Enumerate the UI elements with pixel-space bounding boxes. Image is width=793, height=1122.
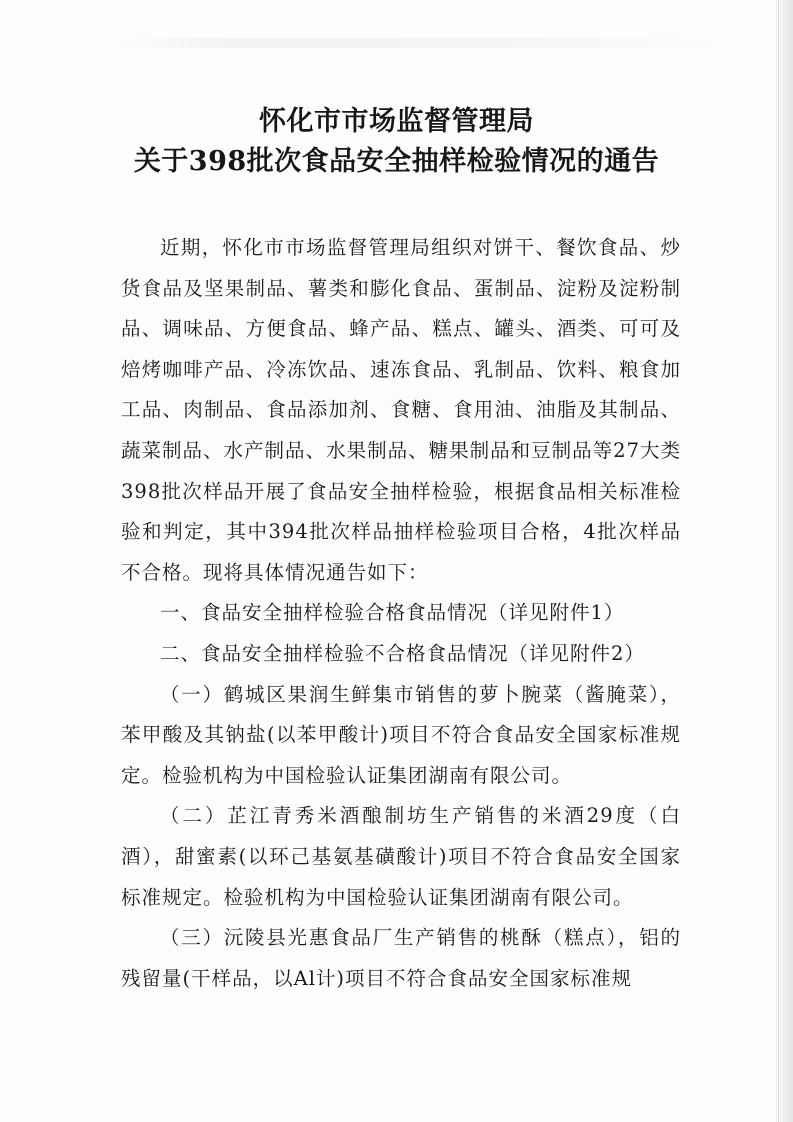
notice-body [121,228,681,999]
section-unqualified: 二、食品安全抽样检验不合格食品情况（详见附件2） [160,641,645,665]
scan-smudge [120,38,720,48]
title-line-agency: 怀化市市场监督管理局 [259,106,534,137]
intro-paragraph: 近期，怀化市市场监督管理局组织对饼干、餐饮食品、炒货食品及坚果制品、薯类和膨化食品、蛋制品、淀粉及淀粉制品、调味品、方便食品、蜂产品、糕点、罐头、酒类、可可及焙烤咖啡产品、冷冻饮品、速冻食品、乳制品、饮料、粮食加工品、肉制品、食品添加剂、食糖、食用油、油脂及其制品、蔬菜制品、水产制品、水果制品、糖果制品和豆制品等27大类398批次样品开展了食品安全抽样检验，根据食品相关标准检验和判定，其中394批次样品抽样检验项目合格，4批次样品不合格。现将具体情况通告如下： [121,236,681,584]
title-line-subject: 关于398批次食品安全抽样检验情况的通告 [133,146,660,177]
section-qualified: 一、食品安全抽样检验合格食品情况（详见附件1） [160,601,625,625]
case-item-2: （二）芷江青秀米酒酿制坊生产销售的米酒29度（白酒），甜蜜素(以环己基氨基磺酸计)项目不符合食品安全国家标准规定。检验机构为中国检验认证集团湖南有限公司。 [121,804,681,909]
case-item-3: （三）沅陵县光惠食品厂生产销售的桃酥（糕点），铝的残留量(干样品，以Al计)项目不符合食品安全国家标准规 [121,926,681,990]
notice-title [0,102,793,182]
case-item-1: （一）鹤城区果润生鲜集市销售的萝卜腕菜（酱腌菜），苯甲酸及其钠盐(以苯甲酸计)项目不符合食品安全国家标准规定。检验机构为中国检验认证集团湖南有限公司。 [121,682,681,787]
